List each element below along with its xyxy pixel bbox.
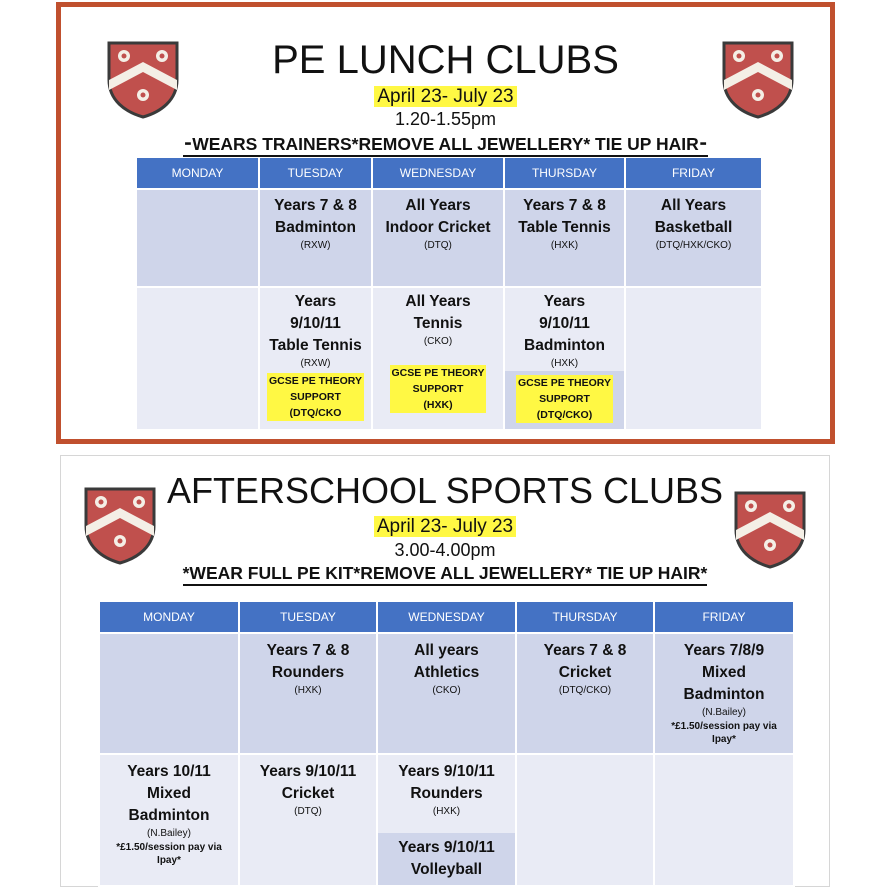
club-staff: (N.Bailey)	[702, 707, 746, 718]
club-activity: Mixed	[702, 664, 746, 681]
timetable-cell	[136, 287, 259, 430]
club-staff: (HXK)	[550, 358, 579, 369]
timetable-cell	[625, 189, 762, 287]
timetable-cell	[239, 633, 377, 754]
club-activity: Badminton	[524, 337, 605, 354]
afterschool-timetable	[98, 602, 795, 887]
session-time: 1.20-1.55pm	[394, 109, 497, 129]
timetable-cell	[372, 287, 504, 430]
club-years: All Years	[405, 197, 471, 214]
club-staff: (DTQ/HXK/CKO)	[655, 240, 732, 251]
club-years: All Years	[660, 197, 727, 214]
timetable-cell	[259, 287, 372, 430]
timetable-cell	[99, 633, 239, 754]
timetable-cell	[504, 287, 625, 430]
club-activity: Table Tennis	[518, 219, 611, 236]
club-activity: Badminton	[683, 686, 765, 703]
club-staff: (HXK)	[294, 685, 322, 696]
club-years: 9/10/11	[290, 315, 341, 332]
club-activity: Rounders	[410, 785, 483, 802]
day-header: WEDNESDAY	[377, 602, 516, 633]
club-activity: Volleyball	[410, 861, 483, 878]
club-staff: (N.Bailey)	[147, 828, 191, 839]
timetable-cell	[136, 189, 259, 287]
kit-rules: *WEAR FULL PE KIT*REMOVE ALL JEWELLERY* TIE UP HAIR*	[183, 563, 708, 586]
club-staff: (DTQ)	[424, 240, 452, 251]
club-activity: Basketball	[654, 219, 733, 236]
club-years: All Years	[405, 293, 471, 310]
timetable-cell	[654, 754, 794, 886]
club-activity: Tennis	[413, 315, 463, 332]
day-header: THURSDAY	[516, 602, 654, 633]
club-years: All years	[414, 642, 479, 659]
club-staff: (HXK)	[550, 240, 579, 251]
date-range: April 23- July 23	[374, 86, 516, 107]
day-header: FRIDAY	[654, 602, 794, 633]
page-title: AFTERSCHOOL SPORTS CLUBS	[166, 470, 724, 511]
club-activity: Indoor Cricket	[385, 219, 491, 236]
club-years: 9/10/11	[539, 315, 590, 332]
page-title: PE LUNCH CLUBS	[272, 38, 619, 82]
club-staff: (RXW)	[300, 358, 331, 369]
date-range: April 23- July 23	[374, 516, 516, 537]
timetable-cell	[377, 754, 516, 886]
club-years: Years 7 & 8	[266, 642, 350, 659]
club-activity: Table Tennis	[269, 337, 362, 354]
club-years: Years 7 & 8	[274, 197, 357, 214]
timetable-cell	[239, 754, 377, 886]
lunch-timetable	[135, 158, 763, 431]
club-staff: (HXK)	[432, 806, 461, 817]
timetable-cell	[372, 189, 504, 287]
theory-support-badge: GCSE PE THEORY SUPPORT (DTQ/CKO	[269, 375, 362, 419]
club-activity: Cricket	[281, 785, 335, 802]
day-header: MONDAY	[99, 602, 239, 633]
club-years: Years 9/10/11	[398, 839, 495, 856]
club-years: Years	[294, 293, 337, 310]
club-activity: Badminton	[128, 807, 210, 824]
club-staff: (CKO)	[423, 336, 453, 347]
kit-rules: ⁃WEARS TRAINERS*REMOVE ALL JEWELLERY* TIE UP HAIR⁃	[183, 134, 707, 157]
club-activity: Athletics	[413, 664, 480, 681]
day-header: THURSDAY	[504, 158, 625, 189]
timetable-cell	[377, 633, 516, 754]
club-years: Years 10/11	[127, 763, 211, 780]
day-header: MONDAY	[136, 158, 259, 189]
timetable-cell	[516, 754, 654, 886]
day-header: TUESDAY	[239, 602, 377, 633]
day-header: FRIDAY	[625, 158, 762, 189]
club-fee: *£1.50/session pay via Ipay*	[671, 721, 777, 745]
timetable-cell	[654, 633, 794, 754]
club-staff: (CKO)	[432, 685, 461, 696]
club-activity: Badminton	[275, 219, 356, 236]
theory-support-badge: GCSE PE THEORY SUPPORT (DTQ/CKO)	[518, 377, 611, 421]
timetable-cell	[625, 287, 762, 430]
volleyball-slot	[376, 833, 517, 885]
club-activity: Cricket	[558, 664, 612, 681]
club-years: Years 7 & 8	[523, 197, 606, 214]
club-fee: *£1.50/session pay via Ipay*	[116, 842, 222, 866]
timetable-cell	[504, 189, 625, 287]
theory-support-badge: GCSE PE THEORY SUPPORT (HXK)	[391, 367, 485, 411]
club-activity: Mixed	[147, 785, 191, 802]
club-staff: (DTQ)	[294, 806, 322, 817]
club-activity: Rounders	[271, 664, 345, 681]
club-staff: (DTQ/CKO)	[558, 685, 612, 696]
club-years: Years 9/10/11	[259, 763, 357, 780]
session-time: 3.00-4.00pm	[394, 540, 496, 560]
day-header: TUESDAY	[259, 158, 372, 189]
club-years: Years 9/10/11	[398, 763, 495, 780]
timetable-cell	[99, 754, 239, 886]
club-years: Years 7/8/9	[683, 642, 765, 659]
timetable-cell	[516, 633, 654, 754]
afterschool-clubs-panel	[60, 455, 830, 887]
timetable-cell	[259, 189, 372, 287]
day-header: WEDNESDAY	[372, 158, 504, 189]
lunch-clubs-panel	[56, 2, 835, 444]
club-staff: (RXW)	[300, 240, 331, 251]
club-years: Years 7 & 8	[543, 642, 627, 659]
club-years: Years	[543, 293, 586, 310]
